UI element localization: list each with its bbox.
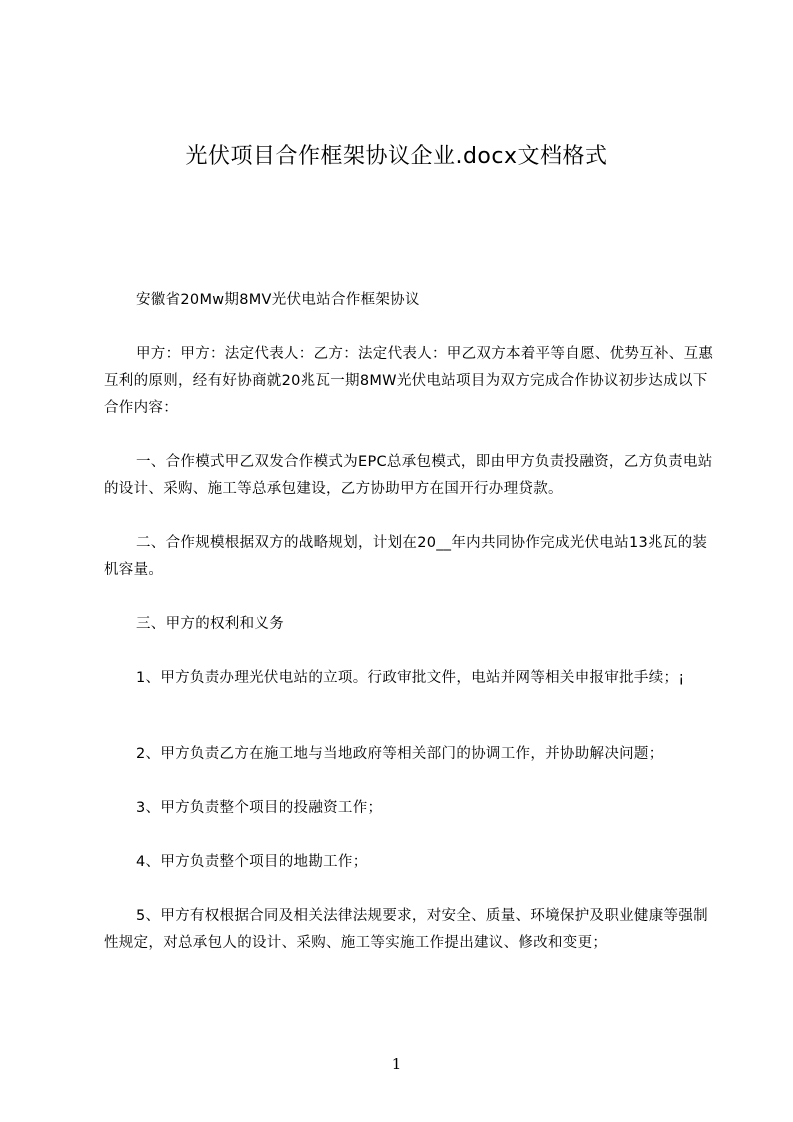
party-a-item-4: 4、甲方负责整个项目的地勘工作； bbox=[136, 854, 368, 870]
page-number: 1 bbox=[391, 1055, 402, 1073]
cooperation-mode-paragraph: 一、合作模式甲乙双发合作模式为EPC总承包模式，即由甲方负责投融资，乙方负责电站的设计、采购、施工等总承包建设，乙方协助甲方在国开行办理贷款。 bbox=[104, 454, 713, 497]
document-title: 光伏项目合作框架协议企业.docx文档格式 bbox=[185, 144, 608, 169]
party-a-rights-heading: 三、甲方的权利和义务 bbox=[136, 616, 284, 632]
party-a-item-2: 2、甲方负责乙方在施工地与当地政府等相关部门的协调工作，并协助解决问题； bbox=[136, 746, 664, 762]
party-a-item-3: 3、甲方负责整个项目的投融资工作； bbox=[136, 800, 383, 816]
party-a-item-1: 1、甲方负责办理光伏电站的立项。行政审批文件，电站并网等相关申报审批手续；¡ bbox=[136, 670, 685, 686]
agreement-heading: 安徽省20Mw期8MV光伏电站合作框架协议 bbox=[136, 292, 420, 308]
cooperation-scale-paragraph: 二、合作规模根据双方的战略规划，计划在20__年内共同协作完成光伏电站13兆瓦的装机容量。 bbox=[104, 535, 708, 578]
party-a-item-5: 5、甲方有权根据合同及相关法律法规要求，对安全、质量、环境保护及职业健康等强制性规定，对总承包人的设计、采购、施工等实施工作提出建议、修改和变更； bbox=[104, 908, 708, 951]
parties-paragraph: 甲方：甲方：法定代表人：乙方：法定代表人：甲乙双方本着平等自愿、优势互补、互惠互利的原则，经有好协商就20兆瓦一期8MW光伏电站项目为双方完成合作协议初步达成以下合作内容： bbox=[104, 346, 714, 416]
